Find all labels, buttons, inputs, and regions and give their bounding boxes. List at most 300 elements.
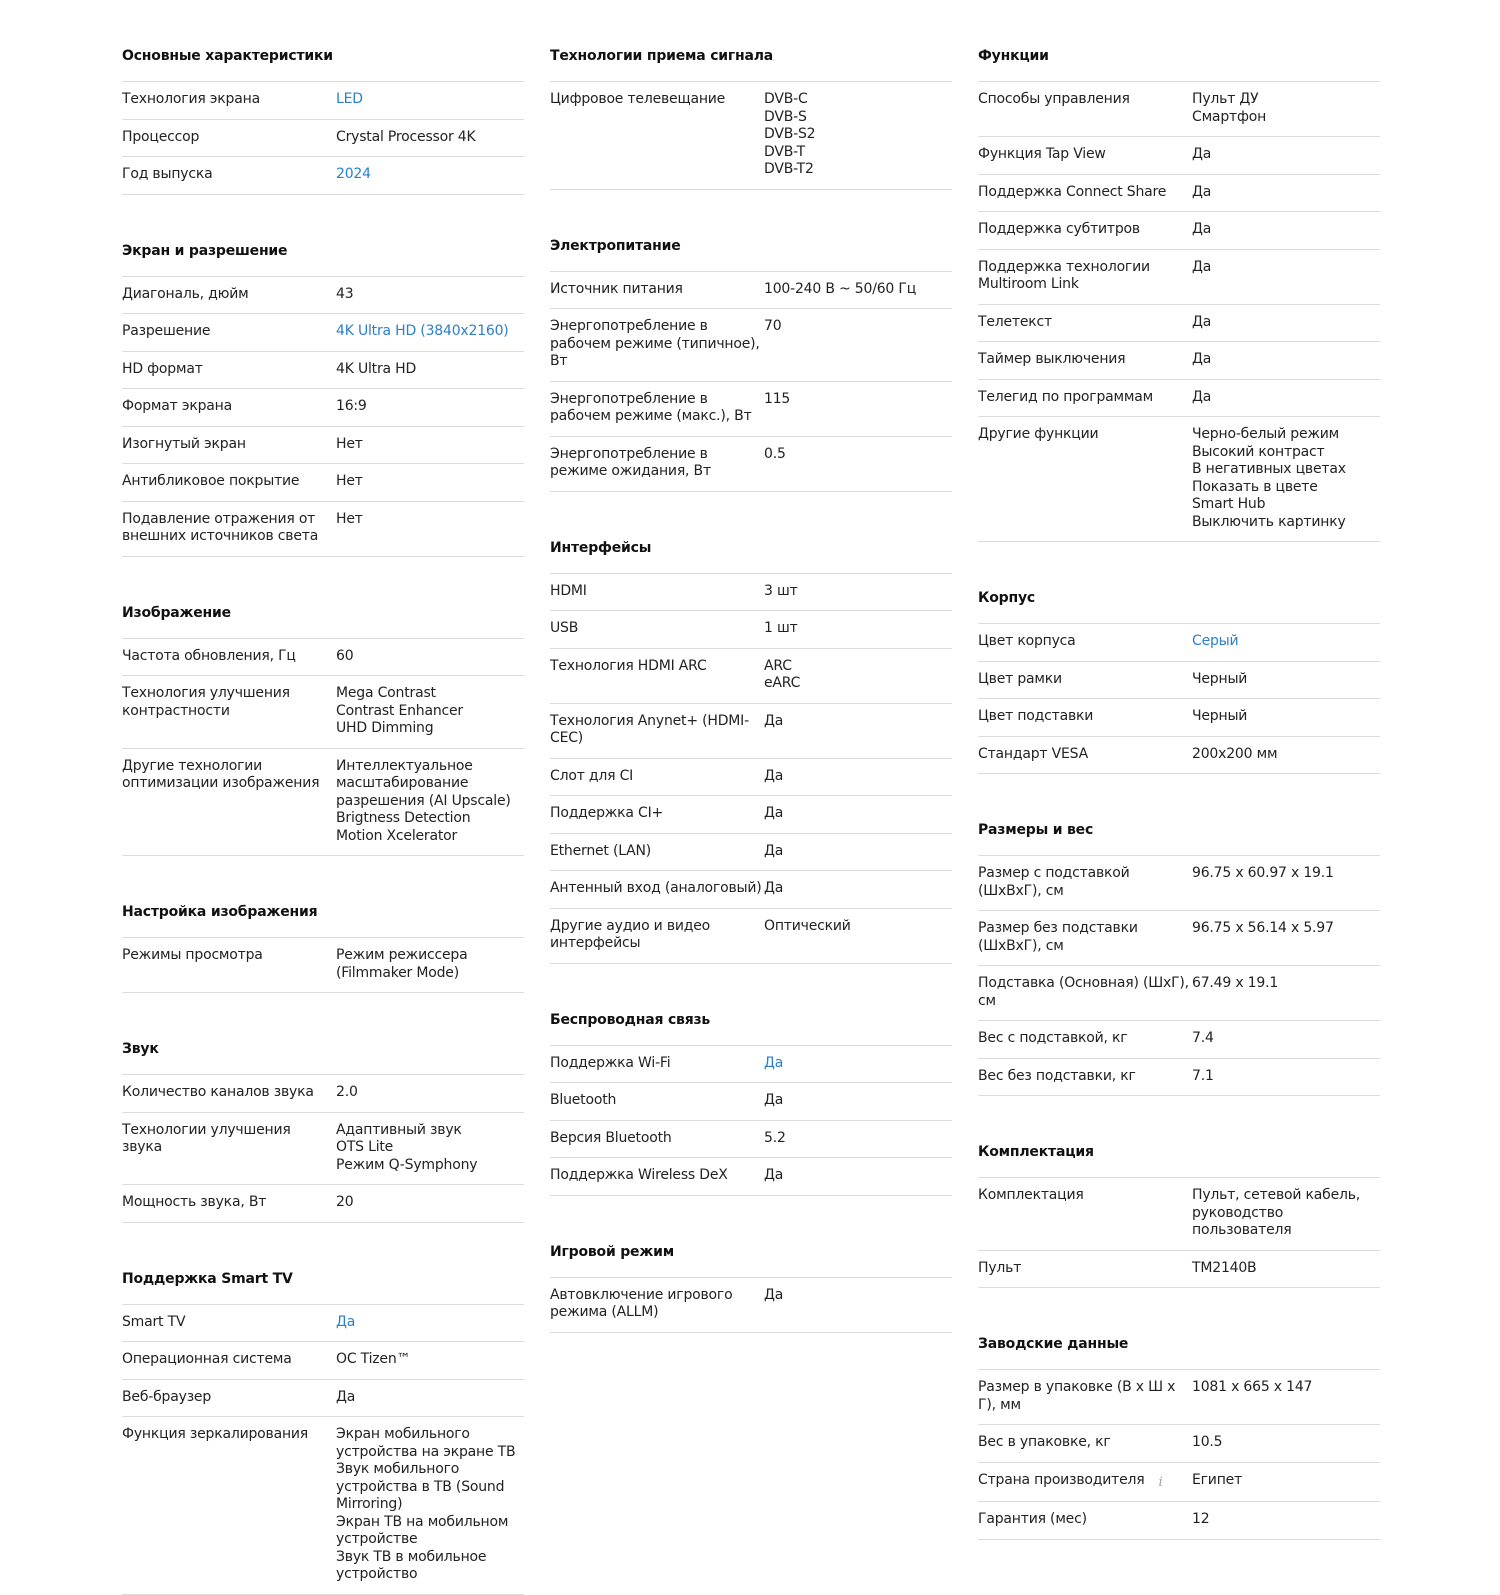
spec-label <box>978 671 1192 689</box>
spec-label-text: Частота обновления, Гц <box>122 647 296 664</box>
spec-label <box>122 1084 336 1102</box>
spec-row <box>122 639 524 677</box>
spec-value-line: 7.1 <box>1192 1067 1214 1084</box>
spec-value-line: Пульт ДУ <box>1192 91 1259 107</box>
spec-label-text: Операционная система <box>122 1351 292 1367</box>
spec-row <box>122 82 524 120</box>
spec-row <box>550 574 952 612</box>
spec-label-text: Размер с подставкой (ШxВxГ), см <box>978 865 1130 899</box>
spec-value-line: Звук мобильного устройства в ТВ (Sound Mirroring) <box>336 1461 505 1512</box>
spec-value-line[interactable]: Серый <box>1192 633 1239 649</box>
spec-row <box>978 1021 1380 1059</box>
spec-value <box>336 286 524 304</box>
spec-label <box>550 281 764 299</box>
spec-label-text: Автовключение игрового режима (ALLM) <box>550 1286 733 1320</box>
spec-value <box>764 318 952 371</box>
spec-value <box>336 1351 524 1369</box>
spec-value-line: DVB-T2 <box>764 161 814 177</box>
spec-label-text: Режимы просмотра <box>122 947 263 963</box>
spec-row <box>550 796 952 834</box>
spec-value <box>764 1287 952 1322</box>
section-title: Функции <box>978 0 1380 82</box>
spec-label-text: Поддержка Connect Share <box>978 183 1167 200</box>
spec-value-line: Contrast Enhancer <box>336 702 463 719</box>
spec-row <box>978 911 1380 966</box>
spec-label-text: Версия Bluetooth <box>550 1129 672 1146</box>
spec-row <box>122 502 524 557</box>
spec-label-text: Цифровое телевещание <box>550 91 726 107</box>
spec-label-text: Размер без подставки (ШxВxГ), см <box>978 920 1138 954</box>
spec-row <box>978 1463 1380 1503</box>
spec-label <box>122 166 336 184</box>
spec-value <box>1192 671 1380 689</box>
section-title: Электропитание <box>550 190 952 272</box>
spec-label <box>550 658 764 693</box>
spec-value-line: 2.0 <box>336 1084 358 1100</box>
spec-section <box>122 1223 524 1595</box>
spec-value <box>1192 1472 1380 1492</box>
spec-value-line: Crystal Processor 4K <box>336 128 476 145</box>
spec-value-line: Да <box>764 712 784 729</box>
spec-label <box>978 259 1192 294</box>
spec-row <box>550 704 952 759</box>
spec-row <box>122 277 524 315</box>
spec-value-line: Высокий контраст <box>1192 443 1325 460</box>
spec-column-1 <box>122 0 524 1595</box>
spec-label-text: Страна производителя <box>978 1471 1145 1488</box>
spec-value-line: 100-240 В ~ 50/60 Гц <box>764 280 917 297</box>
spec-value <box>764 658 952 693</box>
spec-label-text: Антибликовое покрытие <box>122 473 300 489</box>
spec-value-line[interactable]: Да <box>336 1313 356 1330</box>
spec-value <box>1192 1030 1380 1048</box>
spec-label-text: Поддержка CI+ <box>550 805 664 821</box>
spec-label <box>122 648 336 666</box>
spec-value-line: Звук ТВ в мобильное устройство <box>336 1548 487 1582</box>
spec-label-text: Слот для CI <box>550 767 634 784</box>
spec-label <box>978 1068 1192 1086</box>
spec-row <box>978 305 1380 343</box>
spec-label-text: Поддержка Wireless DeX <box>550 1167 728 1183</box>
spec-label <box>978 746 1192 764</box>
spec-row <box>550 1083 952 1121</box>
spec-label <box>122 129 336 147</box>
spec-value-link[interactable] <box>1192 633 1380 651</box>
spec-value-line: Нет <box>336 473 363 489</box>
spec-label-text: Изогнутый экран <box>122 435 246 452</box>
spec-row <box>550 611 952 649</box>
spec-label <box>978 1260 1192 1278</box>
spec-row <box>978 1502 1380 1540</box>
spec-value-line: Смартфон <box>1192 108 1267 125</box>
spec-value-line: 16:9 <box>336 398 367 414</box>
spec-label <box>978 920 1192 955</box>
spec-value <box>336 648 524 666</box>
spec-value-line: 7.4 <box>1192 1030 1214 1046</box>
spec-value <box>1192 1068 1380 1086</box>
spec-label-text: Источник питания <box>550 280 683 297</box>
spec-label-text: USB <box>550 620 579 636</box>
spec-label <box>122 1314 336 1332</box>
spec-value-line[interactable]: 4K Ultra HD (3840x2160) <box>336 323 509 339</box>
spec-value <box>336 758 524 846</box>
spec-value-link[interactable] <box>336 323 524 341</box>
spec-section <box>122 195 524 557</box>
spec-value-line: Да <box>1192 351 1212 367</box>
spec-value-line: Да <box>1192 221 1212 237</box>
spec-label-text: Пульт <box>978 1259 1022 1276</box>
spec-label <box>122 511 336 546</box>
spec-label <box>978 708 1192 726</box>
spec-label-text: Поддержка субтитров <box>978 221 1140 237</box>
spec-value-line: Египет <box>1192 1471 1243 1488</box>
spec-value-line[interactable]: Да <box>764 1054 784 1071</box>
spec-value-line[interactable]: 2024 <box>336 166 371 182</box>
spec-value-line: 4K Ultra HD <box>336 360 417 377</box>
spec-section <box>978 542 1380 774</box>
spec-label <box>122 1389 336 1407</box>
spec-label-text: Формат экрана <box>122 398 232 414</box>
spec-row <box>978 737 1380 775</box>
spec-label-text: Функция зеркалирования <box>122 1426 309 1442</box>
spec-label <box>978 1472 1192 1492</box>
section-title: Корпус <box>978 542 1380 624</box>
spec-value-line: Режим Q-Symphony <box>336 1156 478 1173</box>
spec-label-text: Технологии улучшения звука <box>122 1121 291 1155</box>
spec-label <box>978 1434 1192 1452</box>
spec-value <box>336 947 524 982</box>
spec-row <box>550 82 952 190</box>
spec-label-text: Технология улучшения контрастности <box>122 685 290 719</box>
spec-value <box>336 1426 524 1584</box>
spec-row <box>978 82 1380 137</box>
spec-value-line: Да <box>336 1388 356 1405</box>
spec-value-link[interactable] <box>764 1055 952 1073</box>
spec-value-line: UHD Dimming <box>336 720 434 736</box>
spec-value <box>764 620 952 638</box>
spec-row <box>550 1121 952 1159</box>
spec-value-line: Адаптивный звук <box>336 1121 462 1138</box>
spec-value <box>1192 1187 1380 1240</box>
spec-label-text: Стандарт VESA <box>978 745 1088 762</box>
spec-label <box>978 351 1192 369</box>
spec-label-text: Подставка (Основная) (ШxГ), см <box>978 975 1189 1009</box>
spec-value <box>336 398 524 416</box>
spec-label <box>550 713 764 748</box>
spec-label-text: HD формат <box>122 360 203 377</box>
spec-row <box>550 1278 952 1333</box>
spec-row <box>978 856 1380 911</box>
spec-label-text: Поддержка технологии Multiroom Link <box>978 258 1150 292</box>
spec-value-line: DVB-C <box>764 91 808 107</box>
spec-label <box>978 389 1192 407</box>
spec-section <box>122 557 524 857</box>
spec-row <box>550 834 952 872</box>
spec-label-text: Технология экрана <box>122 91 260 107</box>
spec-label <box>978 1379 1192 1414</box>
spec-section <box>978 1288 1380 1540</box>
section-title: Интерфейсы <box>550 492 952 574</box>
spec-value <box>1192 746 1380 764</box>
spec-value-line: Да <box>764 767 784 784</box>
spec-value <box>336 436 524 454</box>
spec-value-line: Нет <box>336 435 363 452</box>
spec-value <box>1192 221 1380 239</box>
spec-value-line: ARC <box>764 657 792 674</box>
spec-label-text: Bluetooth <box>550 1092 617 1108</box>
spec-label-text: Гарантия (мес) <box>978 1511 1087 1527</box>
spec-label-text: Цвет корпуса <box>978 633 1076 649</box>
spec-value <box>764 281 952 299</box>
spec-label <box>122 758 336 846</box>
spec-value-line: 115 <box>764 390 791 407</box>
spec-label <box>122 1426 336 1584</box>
spec-value <box>1192 1260 1380 1278</box>
spec-label <box>550 391 764 426</box>
spec-label <box>550 446 764 481</box>
spec-row <box>978 380 1380 418</box>
spec-label <box>978 146 1192 164</box>
spec-value-line: Да <box>1192 146 1212 162</box>
spec-value-line: 70 <box>764 318 782 334</box>
spec-label-text: Энергопотребление в рабочем режиме (макс.), Вт <box>550 390 752 424</box>
spec-label-text: Год выпуска <box>122 166 213 182</box>
spec-row <box>978 699 1380 737</box>
spec-value <box>1192 1379 1380 1414</box>
spec-value <box>1192 146 1380 164</box>
spec-value-line: 96.75 x 56.14 x 5.97 <box>1192 920 1334 936</box>
spec-value <box>1192 389 1380 407</box>
spec-value <box>764 843 952 861</box>
spec-section <box>550 964 952 1196</box>
spec-row <box>122 1342 524 1380</box>
spec-row <box>978 1178 1380 1251</box>
section-title: Звук <box>122 993 524 1075</box>
spec-value-line: Режим режиссера (Filmmaker Mode) <box>336 947 468 981</box>
spec-section <box>978 0 1380 542</box>
spec-value-line: 96.75 x 60.97 x 19.1 <box>1192 865 1334 881</box>
spec-label <box>550 1167 764 1185</box>
spec-value-line: Да <box>1192 388 1212 405</box>
spec-value <box>1192 314 1380 332</box>
spec-label-text: Антенный вход (аналоговый) <box>550 880 762 896</box>
spec-value <box>1192 865 1380 900</box>
section-title: Экран и разрешение <box>122 195 524 277</box>
spec-row <box>978 662 1380 700</box>
spec-value <box>336 685 524 738</box>
spec-value-line: Mega Contrast <box>336 685 436 701</box>
spec-label <box>978 314 1192 332</box>
spec-value-line: Черный <box>1192 708 1248 724</box>
spec-row <box>122 1305 524 1343</box>
spec-label-text: Размер в упаковке (В x Ш x Г), мм <box>978 1379 1176 1413</box>
spec-row <box>978 624 1380 662</box>
spec-label <box>978 91 1192 126</box>
section-title: Настройка изображения <box>122 856 524 938</box>
spec-label <box>550 918 764 953</box>
spec-row <box>122 938 524 993</box>
spec-value-line: 20 <box>336 1194 354 1210</box>
spec-label <box>550 805 764 823</box>
spec-label-text: Процессор <box>122 128 200 145</box>
spec-label <box>550 1287 764 1322</box>
spec-label-text: Энергопотребление в рабочем режиме (типичное), Вт <box>550 318 760 369</box>
spec-value-line: Черно-белый режим <box>1192 426 1340 442</box>
spec-row <box>122 676 524 749</box>
spec-label-text: Диагональ, дюйм <box>122 285 249 302</box>
spec-row <box>978 1425 1380 1463</box>
spec-row <box>550 871 952 909</box>
spec-section <box>550 492 952 964</box>
spec-label-text: Технология HDMI ARC <box>550 657 707 674</box>
spec-section <box>122 856 524 993</box>
spec-value <box>764 1092 952 1110</box>
spec-value-line: Да <box>764 1286 784 1303</box>
spec-row <box>122 1075 524 1113</box>
spec-value <box>1192 920 1380 955</box>
spec-row <box>978 137 1380 175</box>
spec-value <box>336 511 524 546</box>
spec-label <box>550 1130 764 1148</box>
spec-row <box>550 272 952 310</box>
spec-value <box>764 1167 952 1185</box>
spec-label <box>550 583 764 601</box>
spec-label-text: Поддержка Wi-Fi <box>550 1054 671 1071</box>
spec-label-text: Способы управления <box>978 91 1130 107</box>
spec-label-text: Энергопотребление в режиме ожидания, Вт <box>550 445 711 479</box>
spec-label-text: Телетекст <box>978 313 1053 330</box>
spec-value-link[interactable] <box>336 1314 524 1332</box>
spec-row <box>122 464 524 502</box>
section-title: Основные характеристики <box>122 0 524 82</box>
spec-value-line: Оптический <box>764 917 851 934</box>
spec-value <box>764 91 952 179</box>
spec-label-text: Количество каналов звука <box>122 1084 314 1100</box>
spec-value-line: Brigtness Detection <box>336 810 471 826</box>
spec-value-line: Нет <box>336 510 363 527</box>
spec-column-2 <box>550 0 952 1333</box>
spec-label <box>550 620 764 638</box>
spec-label <box>122 685 336 738</box>
spec-row <box>122 157 524 195</box>
spec-label-text: Разрешение <box>122 323 211 339</box>
spec-value-line: ОС Tizen™ <box>336 1351 411 1367</box>
spec-section <box>122 0 524 195</box>
spec-row <box>550 382 952 437</box>
spec-section <box>550 190 952 492</box>
spec-value <box>1192 184 1380 202</box>
spec-value <box>336 1084 524 1102</box>
spec-column-3 <box>978 0 1380 1540</box>
spec-row <box>550 649 952 704</box>
spec-label-text: Телегид по программам <box>978 388 1153 405</box>
spec-label <box>122 436 336 454</box>
spec-value-line: Да <box>764 842 784 859</box>
spec-label <box>122 1122 336 1175</box>
spec-label <box>122 398 336 416</box>
spec-label <box>978 221 1192 239</box>
spec-value-line: 1081 x 665 x 147 <box>1192 1379 1313 1395</box>
spec-label <box>122 473 336 491</box>
spec-label <box>550 318 764 371</box>
spec-value-line: 200x200 мм <box>1192 745 1278 762</box>
spec-row <box>550 309 952 382</box>
spec-value-line[interactable]: LED <box>336 91 363 107</box>
spec-label-text: Smart TV <box>122 1313 186 1330</box>
spec-row <box>122 1113 524 1186</box>
spec-label <box>978 633 1192 651</box>
spec-label <box>122 91 336 109</box>
spec-row <box>122 1417 524 1595</box>
spec-row <box>122 1185 524 1223</box>
spec-row <box>122 352 524 390</box>
spec-value-line: Интеллектуальное масштабирование разрешения (AI Upscale) <box>336 757 511 809</box>
spec-label <box>550 843 764 861</box>
spec-row <box>122 749 524 857</box>
spec-value-line: 43 <box>336 285 354 302</box>
spec-row <box>122 389 524 427</box>
spec-row <box>978 342 1380 380</box>
spec-value <box>336 1122 524 1175</box>
spec-section <box>550 1196 952 1333</box>
section-title: Комплектация <box>978 1096 1380 1178</box>
spec-value <box>764 805 952 823</box>
spec-label <box>122 286 336 304</box>
spec-row <box>550 1046 952 1084</box>
spec-label <box>978 865 1192 900</box>
spec-label-text: Вес с подставкой, кг <box>978 1030 1128 1046</box>
spec-value <box>1192 708 1380 726</box>
section-title: Изображение <box>122 557 524 639</box>
spec-value <box>1192 91 1380 126</box>
spec-value <box>1192 351 1380 369</box>
spec-label <box>122 361 336 379</box>
spec-row <box>978 1251 1380 1289</box>
spec-row <box>978 1370 1380 1425</box>
spec-section <box>978 774 1380 1096</box>
spec-value <box>336 473 524 491</box>
spec-value-link[interactable] <box>336 91 524 109</box>
spec-row <box>978 175 1380 213</box>
spec-value-line: Да <box>1192 258 1212 275</box>
spec-value-line: Показать в цвете <box>1192 478 1318 495</box>
spec-row <box>978 966 1380 1021</box>
spec-value-line: 10.5 <box>1192 1434 1223 1450</box>
spec-row <box>550 437 952 492</box>
spec-value-line: Smart Hub <box>1192 496 1266 512</box>
spec-value <box>336 1389 524 1407</box>
spec-row <box>550 759 952 797</box>
spec-value-line: 0.5 <box>764 445 786 462</box>
spec-section <box>978 1096 1380 1288</box>
section-title: Технологии приема сигнала <box>550 0 952 82</box>
spec-label <box>978 1030 1192 1048</box>
spec-label-text: Таймер выключения <box>978 351 1126 367</box>
spec-label-text: Цвет подставки <box>978 708 1094 724</box>
section-title: Поддержка Smart TV <box>122 1223 524 1305</box>
spec-label-text: Вес без подставки, кг <box>978 1067 1136 1084</box>
spec-value-line: 3 шт <box>764 582 798 599</box>
info-icon[interactable]: i <box>1158 1474 1163 1490</box>
spec-label-text: Другие функции <box>978 426 1099 442</box>
spec-value-line: 5.2 <box>764 1129 786 1146</box>
spec-value <box>1192 975 1380 1010</box>
spec-value-line: TM2140B <box>1192 1259 1257 1276</box>
spec-value-link[interactable] <box>336 166 524 184</box>
spec-value-line: OTS Lite <box>336 1139 394 1155</box>
spec-value-line: eARC <box>764 675 801 691</box>
spec-value <box>1192 1511 1380 1529</box>
